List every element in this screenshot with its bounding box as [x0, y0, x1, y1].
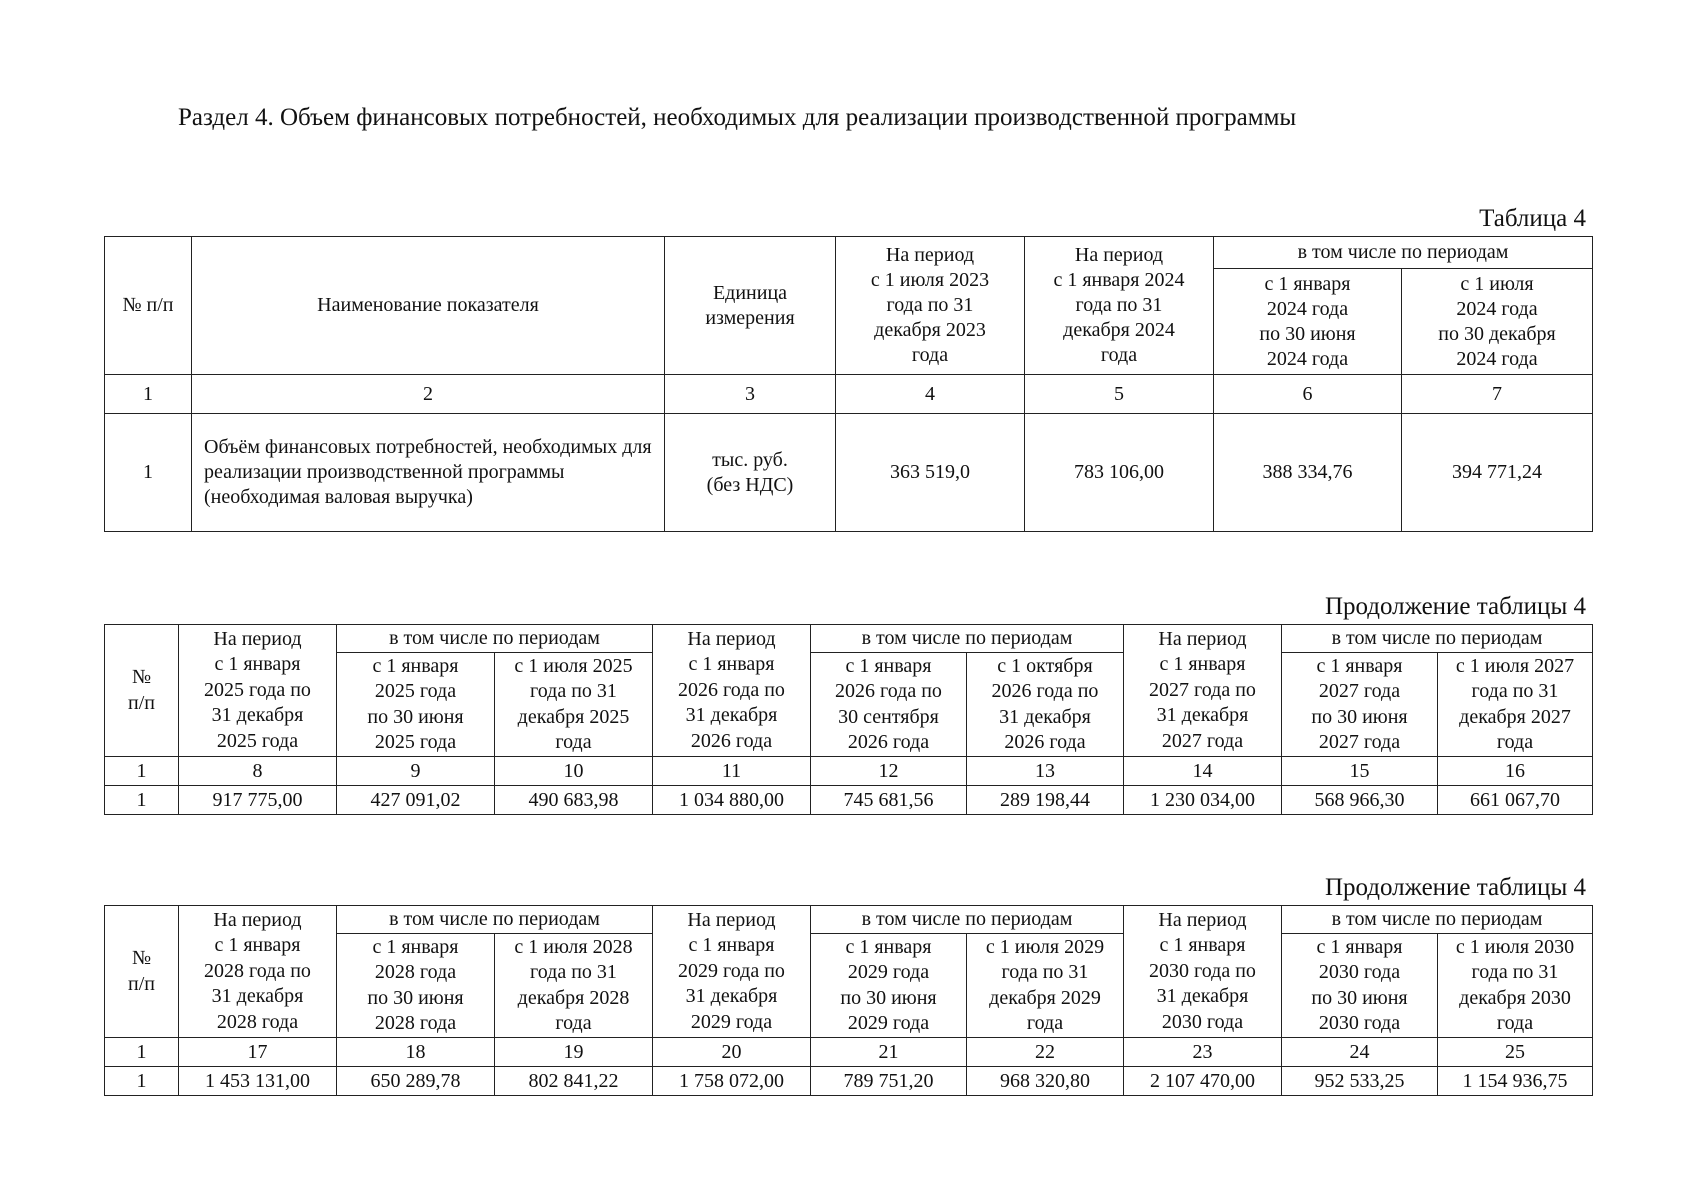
- header-including: в том числе по периодам: [811, 906, 1124, 934]
- header-subperiod: с 1 января 2029 года по 30 июня 2029 года: [811, 934, 967, 1038]
- header-subperiod: с 1 января 2030 года по 30 июня 2030 года: [1282, 934, 1438, 1038]
- header-subperiod: с 1 июля 2027 года по 31 декабря 2027 года: [1438, 653, 1593, 757]
- header-including: в том числе по периодам: [337, 625, 653, 653]
- table1-column-numbers-row: [105, 375, 1593, 414]
- column-number: 24: [1282, 1038, 1438, 1067]
- table1-caption: Таблица 4: [1479, 205, 1586, 232]
- column-number: 1: [105, 1038, 179, 1067]
- table2: [104, 624, 1593, 815]
- header-period: На период с 1 января 2028 года по 31 декабря 2028 года: [179, 906, 337, 1038]
- table1: [104, 236, 1593, 532]
- header-period: На период с 1 января 2026 года по 31 декабря 2026 года: [653, 625, 811, 757]
- value-cell: 650 289,78: [337, 1067, 495, 1096]
- header-num: № п/п: [105, 906, 179, 1038]
- table2-header-row: [105, 625, 1593, 653]
- value-cell: 789 751,20: [811, 1067, 967, 1096]
- header-period: На период с 1 января 2029 года по 31 декабря 2029 года: [653, 906, 811, 1038]
- column-number: 20: [653, 1038, 811, 1067]
- section-heading: Раздел 4. Объем финансовых потребностей, необходимых для реализации производственной программы: [178, 104, 1297, 131]
- value-cell: 490 683,98: [495, 786, 653, 815]
- column-number: 6: [1214, 375, 1402, 414]
- column-number: 1: [105, 757, 179, 786]
- header-num: № п/п: [105, 237, 192, 375]
- header-subperiod: с 1 января 2027 года по 30 июня 2027 года: [1282, 653, 1438, 757]
- header-subperiod: с 1 января 2026 года по 30 сентября 2026 года: [811, 653, 967, 757]
- value-cell: 568 966,30: [1282, 786, 1438, 815]
- header-period: На период с 1 января 2027 года по 31 декабря 2027 года: [1124, 625, 1282, 757]
- column-number: 25: [1438, 1038, 1593, 1067]
- column-number: 17: [179, 1038, 337, 1067]
- column-number: 23: [1124, 1038, 1282, 1067]
- header-including: в том числе по периодам: [1214, 237, 1593, 269]
- table3: [104, 905, 1593, 1096]
- row-number: 1: [105, 414, 192, 532]
- value-cell: 783 106,00: [1025, 414, 1214, 532]
- header-unit: Единица измерения: [665, 237, 836, 375]
- column-number: 9: [337, 757, 495, 786]
- header-subperiod: с 1 июля 2028 года по 31 декабря 2028 года: [495, 934, 653, 1038]
- value-cell: 2 107 470,00: [1124, 1067, 1282, 1096]
- table-row: [105, 786, 1593, 815]
- column-number: 21: [811, 1038, 967, 1067]
- header-sub-h1-2024: с 1 января 2024 года по 30 июня 2024 года: [1214, 269, 1402, 375]
- column-number: 3: [665, 375, 836, 414]
- header-period-2023: На период с 1 июля 2023 года по 31 декабря 2023 года: [836, 237, 1025, 375]
- value-cell: 388 334,76: [1214, 414, 1402, 532]
- value-cell: 427 091,02: [337, 786, 495, 815]
- value-cell: 1 034 880,00: [653, 786, 811, 815]
- column-number: 13: [967, 757, 1124, 786]
- header-including: в том числе по периодам: [1282, 906, 1593, 934]
- header-including: в том числе по периодам: [1282, 625, 1593, 653]
- column-number: 12: [811, 757, 967, 786]
- table1-header-row: [105, 237, 1593, 269]
- row-number: 1: [105, 1067, 179, 1096]
- header-including: в том числе по периодам: [811, 625, 1124, 653]
- column-number: 16: [1438, 757, 1593, 786]
- header-subperiod: с 1 июля 2030 года по 31 декабря 2030 года: [1438, 934, 1593, 1038]
- header-subperiod: с 1 января 2025 года по 30 июня 2025 года: [337, 653, 495, 757]
- column-number: 2: [192, 375, 665, 414]
- column-number: 1: [105, 375, 192, 414]
- column-number: 5: [1025, 375, 1214, 414]
- value-cell: 802 841,22: [495, 1067, 653, 1096]
- value-cell: 363 519,0: [836, 414, 1025, 532]
- column-number: 18: [337, 1038, 495, 1067]
- header-sub-h2-2024: с 1 июля 2024 года по 30 декабря 2024 года: [1402, 269, 1593, 375]
- header-subperiod: с 1 июля 2029 года по 31 декабря 2029 года: [967, 934, 1124, 1038]
- header-period: На период с 1 января 2030 года по 31 декабря 2030 года: [1124, 906, 1282, 1038]
- header-subperiod: с 1 октября 2026 года по 31 декабря 2026 года: [967, 653, 1124, 757]
- header-subperiod: с 1 января 2028 года по 30 июня 2028 года: [337, 934, 495, 1038]
- column-number: 7: [1402, 375, 1593, 414]
- header-period-2024: На период с 1 января 2024 года по 31 декабря 2024 года: [1025, 237, 1214, 375]
- value-cell: 952 533,25: [1282, 1067, 1438, 1096]
- value-cell: 1 453 131,00: [179, 1067, 337, 1096]
- table3-caption: Продолжение таблицы 4: [1324, 874, 1586, 901]
- column-number: 8: [179, 757, 337, 786]
- column-number: 10: [495, 757, 653, 786]
- value-cell: 745 681,56: [811, 786, 967, 815]
- column-number: 15: [1282, 757, 1438, 786]
- table-row: [105, 414, 1593, 532]
- header-name: Наименование показателя: [192, 237, 665, 375]
- table2-caption: Продолжение таблицы 4: [1324, 593, 1586, 620]
- table3-header-row: [105, 906, 1593, 934]
- value-cell: 661 067,70: [1438, 786, 1593, 815]
- column-number: 11: [653, 757, 811, 786]
- table3-column-numbers-row: [105, 1038, 1593, 1067]
- column-number: 19: [495, 1038, 653, 1067]
- column-number: 4: [836, 375, 1025, 414]
- header-num: № п/п: [105, 625, 179, 757]
- value-cell: 1 230 034,00: [1124, 786, 1282, 815]
- value-cell: 968 320,80: [967, 1067, 1124, 1096]
- unit-cell: тыс. руб. (без НДС): [665, 414, 836, 532]
- value-cell: 1 758 072,00: [653, 1067, 811, 1096]
- header-period: На период с 1 января 2025 года по 31 декабря 2025 года: [179, 625, 337, 757]
- table-row: [105, 1067, 1593, 1096]
- column-number: 14: [1124, 757, 1282, 786]
- value-cell: 1 154 936,75: [1438, 1067, 1593, 1096]
- value-cell: 917 775,00: [179, 786, 337, 815]
- table2-column-numbers-row: [105, 757, 1593, 786]
- indicator-name: Объём финансовых потребностей, необходимых для реализации производственной программы (необходимая валовая выручка): [192, 414, 665, 532]
- header-including: в том числе по периодам: [337, 906, 653, 934]
- header-subperiod: с 1 июля 2025 года по 31 декабря 2025 года: [495, 653, 653, 757]
- value-cell: 289 198,44: [967, 786, 1124, 815]
- value-cell: 394 771,24: [1402, 414, 1593, 532]
- column-number: 22: [967, 1038, 1124, 1067]
- row-number: 1: [105, 786, 179, 815]
